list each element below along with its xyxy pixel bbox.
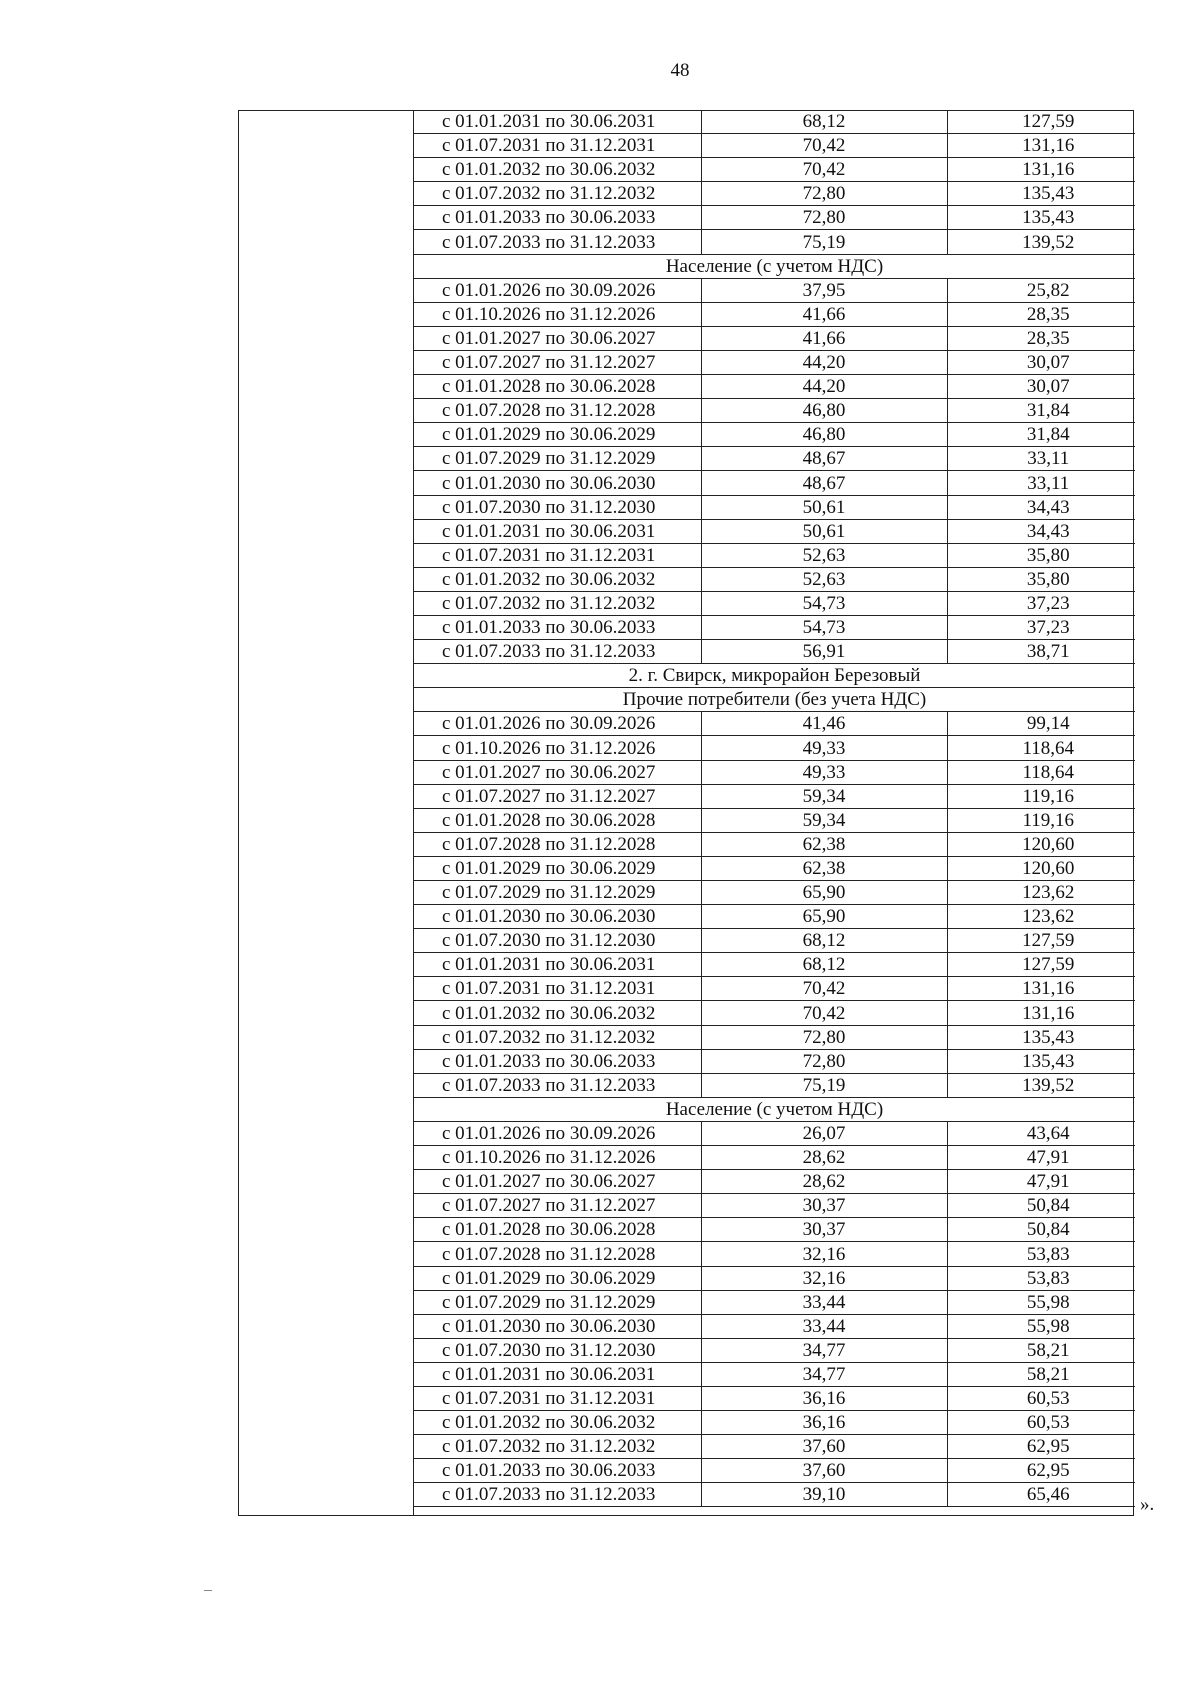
tariff-value-1-cell: 39,10 — [701, 1483, 947, 1507]
tariff-value-1-cell: 32,16 — [701, 1242, 947, 1266]
tariff-value-1-cell: 48,67 — [701, 447, 947, 471]
tariff-value-1-cell: 37,60 — [701, 1435, 947, 1459]
table-row — [414, 1386, 1135, 1410]
tariff-value-2-cell: 35,80 — [947, 567, 1135, 591]
period-cell: с 01.07.2030 по 31.12.2030 — [414, 495, 701, 519]
tariff-value-2-cell: 118,64 — [947, 736, 1135, 760]
period-cell: с 01.01.2030 по 30.06.2030 — [414, 905, 701, 929]
tariff-value-2-cell: 58,21 — [947, 1338, 1135, 1362]
table-row — [414, 1025, 1135, 1049]
tariff-value-1-cell: 52,63 — [701, 567, 947, 591]
period-cell: с 01.07.2027 по 31.12.2027 — [414, 350, 701, 374]
period-cell: с 01.01.2027 по 30.06.2027 — [414, 1170, 701, 1194]
tariff-value-1-cell: 75,19 — [701, 1073, 947, 1097]
tariff-value-1-cell: 36,16 — [701, 1386, 947, 1410]
tariff-value-2-cell: 131,16 — [947, 158, 1135, 182]
tariff-value-1-cell: 44,20 — [701, 375, 947, 399]
tariff-value-1-cell: 34,77 — [701, 1338, 947, 1362]
tariff-value-1-cell: 65,90 — [701, 881, 947, 905]
tariff-value-1-cell: 37,60 — [701, 1459, 947, 1483]
table-row — [414, 615, 1135, 639]
tariff-value-2-cell: 135,43 — [947, 182, 1135, 206]
tariff-value-2-cell: 30,07 — [947, 350, 1135, 374]
tariff-value-2-cell: 120,60 — [947, 856, 1135, 880]
tariff-value-2-cell: 43,64 — [947, 1121, 1135, 1145]
table-row — [414, 1290, 1135, 1314]
tariff-value-2-cell: 62,95 — [947, 1459, 1135, 1483]
section-title: Население (с учетом НДС) — [414, 254, 1135, 278]
scan-speck — [204, 1590, 212, 1591]
period-cell: с 01.01.2033 по 30.06.2033 — [414, 615, 701, 639]
table-row — [414, 1338, 1135, 1362]
table-row — [414, 736, 1135, 760]
tariff-value-1-cell: 52,63 — [701, 543, 947, 567]
tariff-value-1-cell: 72,80 — [701, 1049, 947, 1073]
tariff-value-1-cell: 62,38 — [701, 856, 947, 880]
tariff-value-2-cell: 127,59 — [947, 929, 1135, 953]
table-row — [414, 447, 1135, 471]
table-row — [414, 808, 1135, 832]
tariff-value-2-cell: 139,52 — [947, 1073, 1135, 1097]
tariff-value-1-cell: 37,95 — [701, 278, 947, 302]
tariff-value-2-cell: 139,52 — [947, 230, 1135, 254]
tariff-value-1-cell: 49,33 — [701, 760, 947, 784]
tariff-value-1-cell: 50,61 — [701, 519, 947, 543]
table-row — [414, 206, 1135, 230]
section-title: Население (с учетом НДС) — [414, 1097, 1135, 1121]
tariff-value-1-cell: 32,16 — [701, 1266, 947, 1290]
period-cell: с 01.01.2028 по 30.06.2028 — [414, 1218, 701, 1242]
tariff-value-1-cell: 59,34 — [701, 784, 947, 808]
tariff-value-1-cell: 30,37 — [701, 1218, 947, 1242]
section-title: Прочие потребители (без учета НДС) — [414, 688, 1135, 712]
tariff-value-2-cell: 131,16 — [947, 1001, 1135, 1025]
table-row — [414, 1483, 1135, 1507]
tariff-value-1-cell: 46,80 — [701, 399, 947, 423]
table-row — [414, 1435, 1135, 1459]
period-cell: с 01.07.2032 по 31.12.2032 — [414, 182, 701, 206]
tariff-value-1-cell: 70,42 — [701, 134, 947, 158]
table-row — [414, 1073, 1135, 1097]
tariff-value-1-cell: 41,46 — [701, 712, 947, 736]
table-row — [414, 1170, 1135, 1194]
table-row — [414, 399, 1135, 423]
tariff-value-1-cell: 68,12 — [701, 110, 947, 134]
tariff-value-2-cell: 38,71 — [947, 640, 1135, 664]
section-header-row — [414, 1097, 1135, 1121]
table-row — [414, 1121, 1135, 1145]
tariff-value-1-cell: 49,33 — [701, 736, 947, 760]
tariff-value-1-cell: 68,12 — [701, 929, 947, 953]
table-row — [414, 134, 1135, 158]
tariff-value-1-cell: 34,77 — [701, 1362, 947, 1386]
period-cell: с 01.01.2027 по 30.06.2027 — [414, 760, 701, 784]
closing-quote-mark: ». — [1140, 1494, 1155, 1515]
period-cell: с 01.07.2031 по 31.12.2031 — [414, 543, 701, 567]
tariff-value-2-cell: 135,43 — [947, 206, 1135, 230]
tariff-value-2-cell: 120,60 — [947, 832, 1135, 856]
tariff-value-2-cell: 55,98 — [947, 1314, 1135, 1338]
tariff-value-2-cell: 135,43 — [947, 1025, 1135, 1049]
period-cell: с 01.07.2027 по 31.12.2027 — [414, 1194, 701, 1218]
period-cell: с 01.07.2027 по 31.12.2027 — [414, 784, 701, 808]
period-cell: с 01.01.2033 по 30.06.2033 — [414, 206, 701, 230]
table-row — [414, 1001, 1135, 1025]
tariff-value-2-cell: 65,46 — [947, 1483, 1135, 1507]
table-row — [414, 1314, 1135, 1338]
period-cell: с 01.01.2031 по 30.06.2031 — [414, 519, 701, 543]
table-row — [414, 375, 1135, 399]
period-cell: с 01.07.2032 по 31.12.2032 — [414, 591, 701, 615]
tariff-value-2-cell: 60,53 — [947, 1411, 1135, 1435]
table-row — [414, 495, 1135, 519]
tariff-value-1-cell: 26,07 — [701, 1121, 947, 1145]
table-row — [414, 326, 1135, 350]
tariff-value-2-cell: 119,16 — [947, 808, 1135, 832]
table-row — [414, 784, 1135, 808]
tariff-value-1-cell: 28,62 — [701, 1146, 947, 1170]
period-cell: с 01.01.2028 по 30.06.2028 — [414, 808, 701, 832]
section-header-row — [414, 688, 1135, 712]
period-cell: с 01.10.2026 по 31.12.2026 — [414, 736, 701, 760]
tariff-value-2-cell: 131,16 — [947, 134, 1135, 158]
tariff-value-2-cell: 99,14 — [947, 712, 1135, 736]
period-cell: с 01.01.2032 по 30.06.2032 — [414, 158, 701, 182]
tariff-value-1-cell: 62,38 — [701, 832, 947, 856]
section-title: 2. г. Свирск, микрорайон Березовый — [414, 664, 1135, 688]
period-cell: с 01.01.2030 по 30.06.2030 — [414, 1314, 701, 1338]
tariff-value-2-cell: 127,59 — [947, 953, 1135, 977]
table-row — [414, 760, 1135, 784]
tariff-value-2-cell: 131,16 — [947, 977, 1135, 1001]
period-cell: с 01.07.2028 по 31.12.2028 — [414, 399, 701, 423]
period-cell: с 01.07.2031 по 31.12.2031 — [414, 977, 701, 1001]
period-cell: с 01.07.2031 по 31.12.2031 — [414, 134, 701, 158]
tariff-value-1-cell: 68,12 — [701, 953, 947, 977]
tariff-value-2-cell: 35,80 — [947, 543, 1135, 567]
tariff-value-1-cell: 41,66 — [701, 326, 947, 350]
table-row — [414, 977, 1135, 1001]
section-header-row — [414, 254, 1135, 278]
table-row — [414, 423, 1135, 447]
period-cell: с 01.01.2029 по 30.06.2029 — [414, 423, 701, 447]
table-row — [414, 1266, 1135, 1290]
tariff-value-2-cell: 58,21 — [947, 1362, 1135, 1386]
table-row — [414, 640, 1135, 664]
tariff-value-2-cell: 37,23 — [947, 591, 1135, 615]
period-cell: с 01.01.2026 по 30.09.2026 — [414, 278, 701, 302]
period-cell: с 01.01.2028 по 30.06.2028 — [414, 375, 701, 399]
tariff-value-1-cell: 54,73 — [701, 591, 947, 615]
tariff-value-2-cell: 123,62 — [947, 905, 1135, 929]
tariff-value-2-cell: 55,98 — [947, 1290, 1135, 1314]
table-row — [414, 1362, 1135, 1386]
period-cell: с 01.01.2033 по 30.06.2033 — [414, 1049, 701, 1073]
tariff-value-2-cell: 53,83 — [947, 1242, 1135, 1266]
period-cell: с 01.01.2031 по 30.06.2031 — [414, 953, 701, 977]
period-cell: с 01.07.2032 по 31.12.2032 — [414, 1435, 701, 1459]
table-row — [414, 953, 1135, 977]
period-cell: с 01.01.2032 по 30.06.2032 — [414, 1411, 701, 1435]
tariff-value-1-cell: 72,80 — [701, 206, 947, 230]
tariff-table-container — [413, 110, 1135, 1516]
period-cell: с 01.01.2027 по 30.06.2027 — [414, 326, 701, 350]
table-row — [414, 712, 1135, 736]
period-cell: с 01.07.2029 по 31.12.2029 — [414, 1290, 701, 1314]
period-cell: с 01.01.2031 по 30.06.2031 — [414, 1362, 701, 1386]
table-row — [414, 881, 1135, 905]
period-cell: с 01.07.2033 по 31.12.2033 — [414, 1483, 701, 1507]
period-cell: с 01.07.2029 по 31.12.2029 — [414, 881, 701, 905]
table-row — [414, 1242, 1135, 1266]
table-row — [414, 302, 1135, 326]
tariff-value-2-cell: 50,84 — [947, 1218, 1135, 1242]
table-row — [414, 1194, 1135, 1218]
period-cell: с 01.01.2031 по 30.06.2031 — [414, 110, 701, 134]
tariff-value-2-cell: 123,62 — [947, 881, 1135, 905]
tariff-value-1-cell: 72,80 — [701, 1025, 947, 1049]
table-row — [414, 519, 1135, 543]
tariff-value-2-cell: 135,43 — [947, 1049, 1135, 1073]
period-cell: с 01.01.2026 по 30.09.2026 — [414, 1121, 701, 1145]
tariff-value-2-cell: 47,91 — [947, 1170, 1135, 1194]
period-cell: с 01.07.2031 по 31.12.2031 — [414, 1386, 701, 1410]
table-row — [414, 1218, 1135, 1242]
tariff-value-1-cell: 72,80 — [701, 182, 947, 206]
table-row — [414, 832, 1135, 856]
period-cell: с 01.07.2028 по 31.12.2028 — [414, 1242, 701, 1266]
tariff-value-1-cell: 41,66 — [701, 302, 947, 326]
table-row — [414, 567, 1135, 591]
tariff-value-1-cell: 46,80 — [701, 423, 947, 447]
tariff-value-1-cell: 75,19 — [701, 230, 947, 254]
table-row — [414, 905, 1135, 929]
period-cell: с 01.01.2029 по 30.06.2029 — [414, 1266, 701, 1290]
period-cell: с 01.01.2026 по 30.09.2026 — [414, 712, 701, 736]
table-row — [414, 543, 1135, 567]
table-row — [414, 929, 1135, 953]
tariff-value-2-cell: 37,23 — [947, 615, 1135, 639]
tariff-value-2-cell: 31,84 — [947, 399, 1135, 423]
tariff-value-1-cell: 70,42 — [701, 158, 947, 182]
tariff-value-2-cell: 119,16 — [947, 784, 1135, 808]
period-cell: с 01.07.2033 по 31.12.2033 — [414, 230, 701, 254]
tariff-value-1-cell: 33,44 — [701, 1290, 947, 1314]
period-cell: с 01.01.2032 по 30.06.2032 — [414, 1001, 701, 1025]
table-row — [414, 1146, 1135, 1170]
table-row — [414, 278, 1135, 302]
tariff-value-2-cell: 34,43 — [947, 495, 1135, 519]
tariff-value-2-cell: 60,53 — [947, 1386, 1135, 1410]
page-number: 48 — [670, 60, 690, 81]
table-row — [414, 158, 1135, 182]
period-cell: с 01.07.2030 по 31.12.2030 — [414, 929, 701, 953]
tariff-value-2-cell: 62,95 — [947, 1435, 1135, 1459]
table-row — [414, 350, 1135, 374]
tariff-value-1-cell: 50,61 — [701, 495, 947, 519]
period-cell: с 01.01.2032 по 30.06.2032 — [414, 567, 701, 591]
period-cell: с 01.10.2026 по 31.12.2026 — [414, 302, 701, 326]
section-header-row — [414, 664, 1135, 688]
period-cell: с 01.07.2033 по 31.12.2033 — [414, 1073, 701, 1097]
tariff-value-2-cell: 31,84 — [947, 423, 1135, 447]
tariff-value-1-cell: 70,42 — [701, 1001, 947, 1025]
tariff-value-1-cell: 70,42 — [701, 977, 947, 1001]
tariff-value-2-cell: 118,64 — [947, 760, 1135, 784]
table-row — [414, 1049, 1135, 1073]
tariff-value-2-cell: 34,43 — [947, 519, 1135, 543]
tariff-table — [414, 110, 1135, 1507]
period-cell: с 01.07.2030 по 31.12.2030 — [414, 1338, 701, 1362]
tariff-value-1-cell: 28,62 — [701, 1170, 947, 1194]
tariff-value-1-cell: 54,73 — [701, 615, 947, 639]
table-row — [414, 471, 1135, 495]
tariff-value-1-cell: 65,90 — [701, 905, 947, 929]
tariff-value-2-cell: 25,82 — [947, 278, 1135, 302]
table-row — [414, 856, 1135, 880]
period-cell: с 01.07.2029 по 31.12.2029 — [414, 447, 701, 471]
table-row — [414, 110, 1135, 134]
table-row — [414, 591, 1135, 615]
period-cell: с 01.07.2033 по 31.12.2033 — [414, 640, 701, 664]
period-cell: с 01.01.2030 по 30.06.2030 — [414, 471, 701, 495]
tariff-value-2-cell: 53,83 — [947, 1266, 1135, 1290]
table-row — [414, 1411, 1135, 1435]
period-cell: с 01.10.2026 по 31.12.2026 — [414, 1146, 701, 1170]
tariff-value-2-cell: 30,07 — [947, 375, 1135, 399]
tariff-value-2-cell: 28,35 — [947, 326, 1135, 350]
tariff-value-2-cell: 47,91 — [947, 1146, 1135, 1170]
tariff-value-1-cell: 36,16 — [701, 1411, 947, 1435]
table-row — [414, 230, 1135, 254]
period-cell: с 01.07.2028 по 31.12.2028 — [414, 832, 701, 856]
tariff-value-1-cell: 48,67 — [701, 471, 947, 495]
table-row — [414, 1459, 1135, 1483]
tariff-value-1-cell: 30,37 — [701, 1194, 947, 1218]
tariff-value-1-cell: 59,34 — [701, 808, 947, 832]
period-cell: с 01.01.2029 по 30.06.2029 — [414, 856, 701, 880]
tariff-value-1-cell: 33,44 — [701, 1314, 947, 1338]
tariff-value-1-cell: 44,20 — [701, 350, 947, 374]
tariff-value-1-cell: 56,91 — [701, 640, 947, 664]
period-cell: с 01.07.2032 по 31.12.2032 — [414, 1025, 701, 1049]
tariff-value-2-cell: 28,35 — [947, 302, 1135, 326]
tariff-value-2-cell: 33,11 — [947, 447, 1135, 471]
tariff-value-2-cell: 33,11 — [947, 471, 1135, 495]
tariff-value-2-cell: 50,84 — [947, 1194, 1135, 1218]
table-row — [414, 182, 1135, 206]
tariff-value-2-cell: 127,59 — [947, 110, 1135, 134]
period-cell: с 01.01.2033 по 30.06.2033 — [414, 1459, 701, 1483]
tariff-table-body — [414, 110, 1135, 1507]
